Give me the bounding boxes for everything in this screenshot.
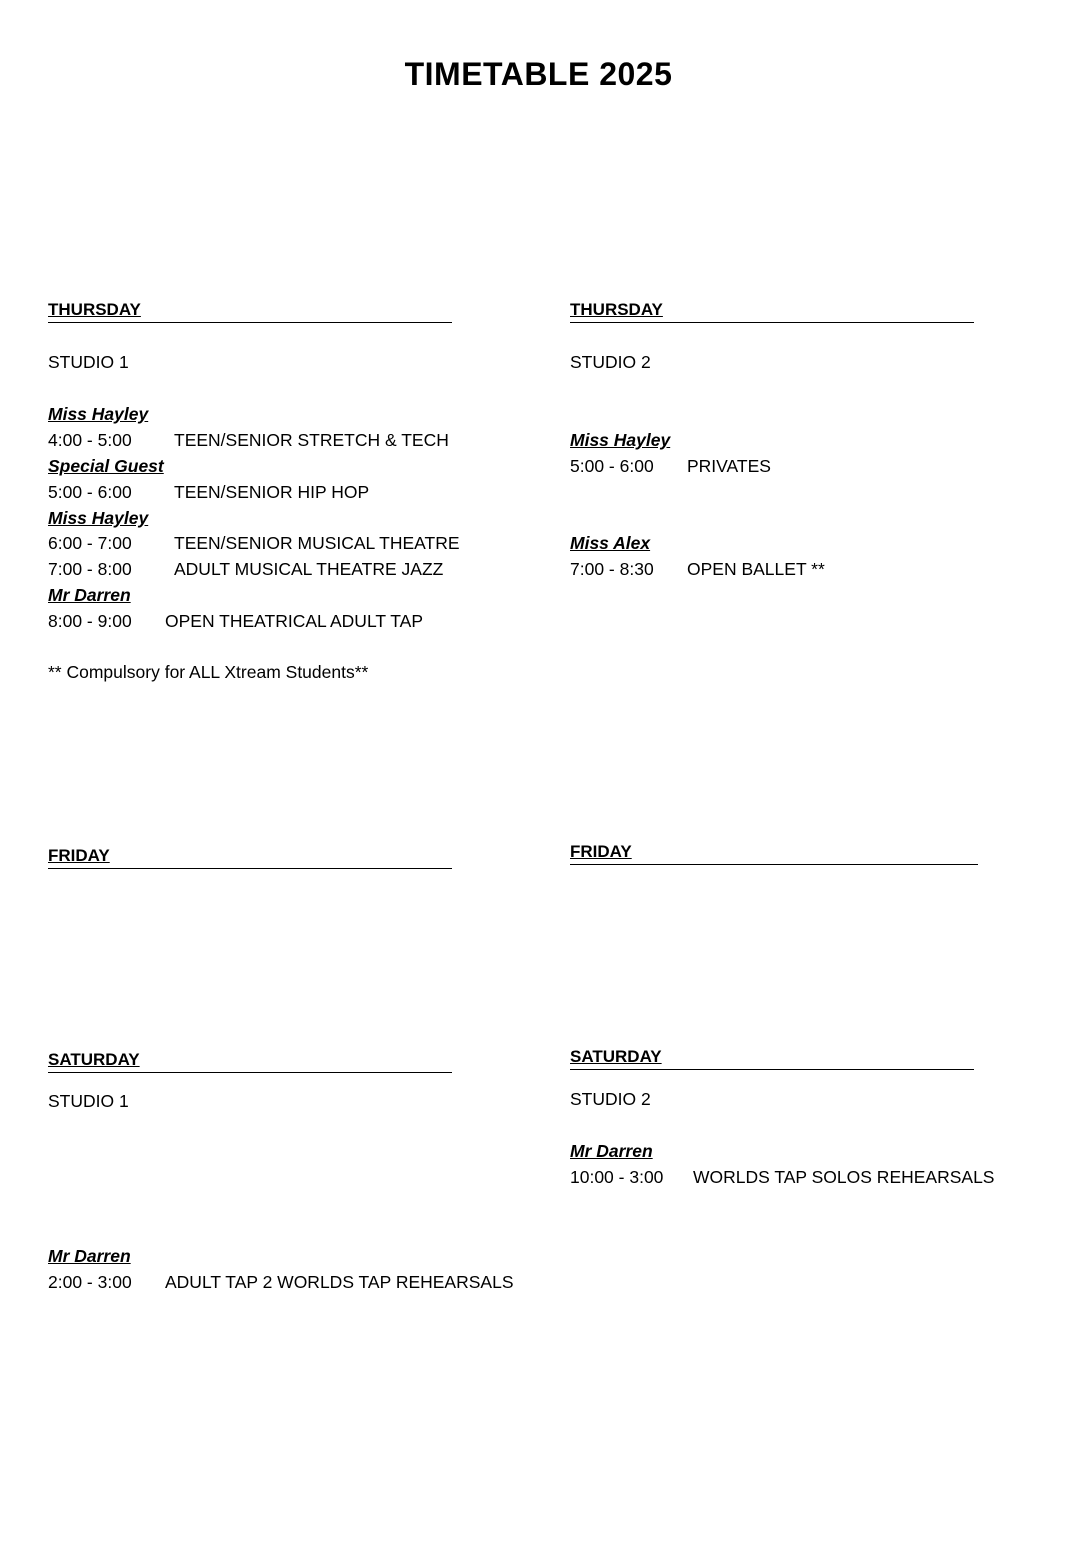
teacher-name: Miss Hayley (570, 430, 671, 450)
studio-label: STUDIO 2 (570, 352, 651, 372)
studio-label: STUDIO 1 (48, 1091, 129, 1111)
teacher-name: Special Guest (48, 456, 164, 476)
compulsory-note: ** Compulsory for ALL Xtream Students** (48, 662, 369, 682)
class-time: 8:00 - 9:00 (48, 611, 132, 631)
class-name: TEEN/SENIOR HIP HOP (174, 482, 370, 502)
saturday-studio1-header: SATURDAY (48, 1048, 452, 1073)
thursday-studio1-header: THURSDAY (48, 298, 452, 323)
class-name: WORLDS TAP SOLOS REHEARSALS (693, 1167, 995, 1187)
class-time: 5:00 - 6:00 (48, 482, 132, 502)
studio-label: STUDIO 2 (570, 1089, 651, 1109)
page-title: TIMETABLE 2025 (404, 56, 673, 92)
class-time: 2:00 - 3:00 (48, 1272, 132, 1292)
class-name: OPEN BALLET ** (687, 559, 825, 579)
saturday-studio2-header: SATURDAY (570, 1045, 974, 1070)
teacher-name: Miss Hayley (48, 508, 149, 528)
teacher-name: Miss Alex (570, 533, 651, 553)
studio-label: STUDIO 1 (48, 352, 129, 372)
class-time: 7:00 - 8:00 (48, 559, 132, 579)
friday-studio2-header: FRIDAY (570, 840, 978, 865)
class-name: ADULT MUSICAL THEATRE JAZZ (174, 559, 444, 579)
teacher-name: Mr Darren (48, 585, 131, 605)
friday-studio1-header: FRIDAY (48, 844, 452, 869)
class-time: 7:00 - 8:30 (570, 559, 654, 579)
thursday-studio2-header: THURSDAY (570, 298, 974, 323)
class-name: PRIVATES (687, 456, 771, 476)
class-name: TEEN/SENIOR STRETCH & TECH (174, 430, 449, 450)
teacher-name: Mr Darren (570, 1141, 653, 1161)
teacher-name: Mr Darren (48, 1246, 131, 1266)
teacher-name: Miss Hayley (48, 404, 149, 424)
class-time: 5:00 - 6:00 (570, 456, 654, 476)
class-name: OPEN THEATRICAL ADULT TAP (165, 611, 424, 631)
class-time: 6:00 - 7:00 (48, 533, 132, 553)
class-name: ADULT TAP 2 WORLDS TAP REHEARSALS (165, 1272, 514, 1292)
class-time: 10:00 - 3:00 (570, 1167, 664, 1187)
class-name: TEEN/SENIOR MUSICAL THEATRE (174, 533, 460, 553)
class-time: 4:00 - 5:00 (48, 430, 132, 450)
